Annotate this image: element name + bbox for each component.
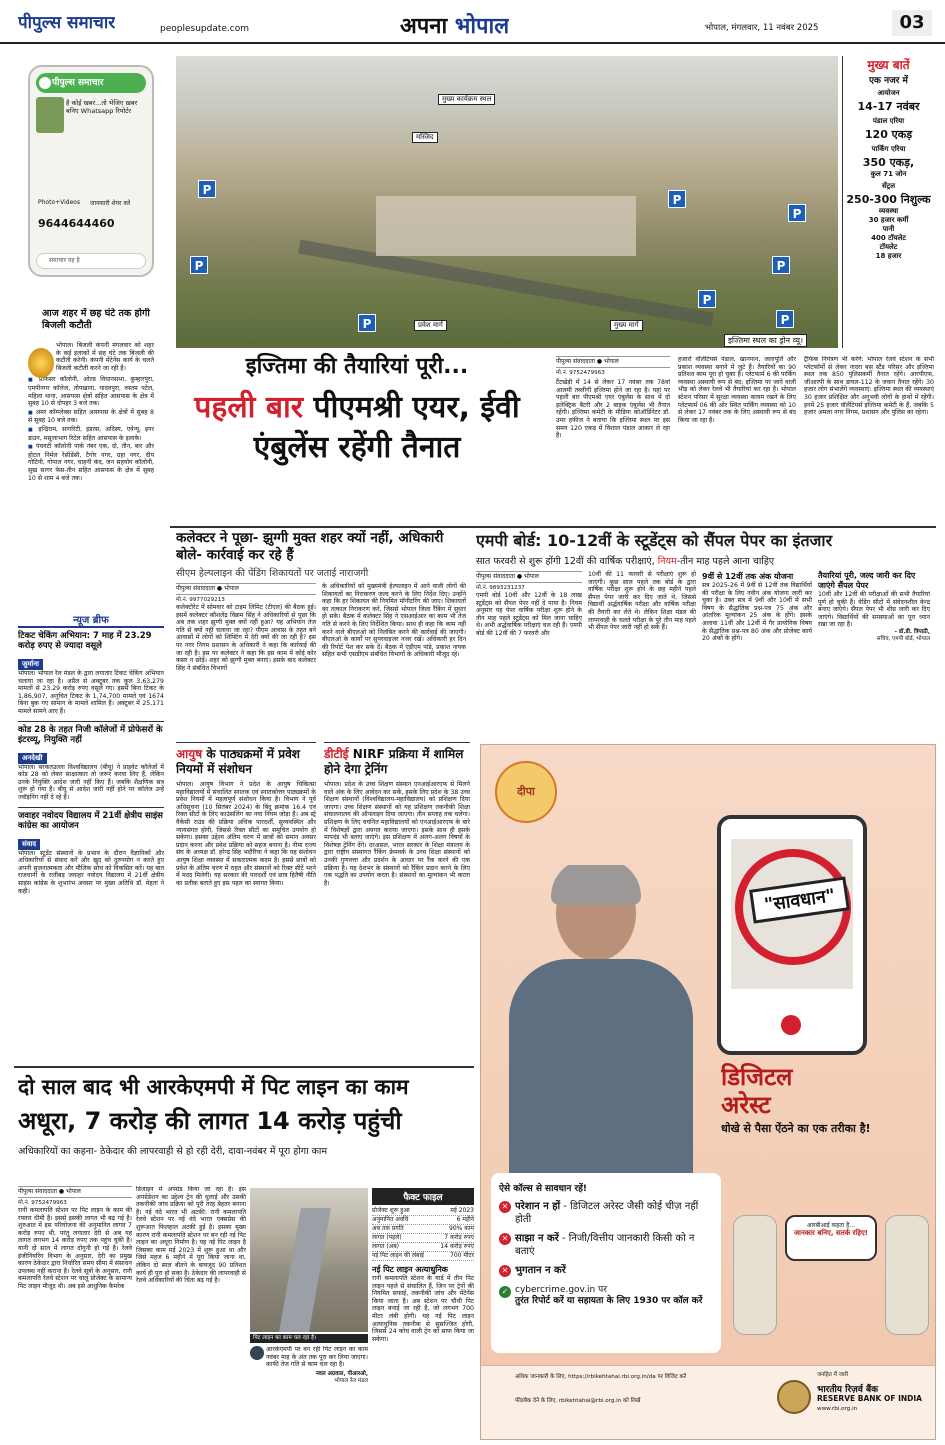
mp-board-byline: पीपुल्स संवाददाता ● भोपाल xyxy=(476,571,582,583)
cross-icon: ✕ xyxy=(499,1201,511,1213)
lead-mobile: मो.नं. 9752479963 xyxy=(556,370,605,376)
key-point-row xyxy=(843,179,934,207)
beware-stamp: "सावधान" xyxy=(749,876,850,923)
rbi-name-en: RESERVE BANK OF INDIA xyxy=(817,1394,922,1403)
rbi-speech-bubble xyxy=(785,1215,877,1261)
rbi-name-hi: भारतीय रिज़र्व बैंक xyxy=(817,1385,879,1395)
lead-col-2: हजारों वॉलेंटियर्स पंडाल, खानपान, जलापूर्ति और प्रकाश व्यवस्था बनाने में जुटे हैं। तैयारियों का 90 प्रतिशत काम पूरा हो चुका है। प्लेटफार्म 6 की पार्किंग व्यवस्था अस्थायी रूप से बंद: इज्तिमा पर जाने वाली भीड़ को लेकर रेलवे भी तैयारियां कर रहा है। भोपाल स्टेशन परिसर में सुरक्षा व्यवस्था कायम रखने के लिए प्लेटफार्म 06 की ओर स्थित पार्किंग व्यवस्था को 10 से लेकर 17 नवंबर तक के लिए अस्थायी रूप से बंद किया जा रहा है। xyxy=(678,356,796,424)
fact-label: नई पिट लाइन की लंबाई xyxy=(372,1252,424,1259)
page-number: 03 xyxy=(892,10,932,36)
brief-tag: अनदेखी xyxy=(18,753,47,764)
parking-icon: P xyxy=(358,314,376,332)
cross-icon: ✕ xyxy=(499,1265,511,1277)
key-point-row xyxy=(843,225,934,234)
key-point-value: 350 एकड़, xyxy=(862,156,915,169)
fact-label: अब तक प्रगति xyxy=(372,1225,404,1232)
quote-avatar xyxy=(250,1346,264,1360)
fact-row xyxy=(372,1234,474,1243)
section-title xyxy=(400,10,509,40)
newspaper-logo: पीपुल्स समाचार xyxy=(18,13,116,33)
divider xyxy=(14,1066,474,1068)
mp-board-quote-by: - डॉ.डी. त्रिपाठी, xyxy=(894,628,930,635)
brief-body: भोपाल। स्टूडेंट संस्थानों के प्रभाव के दौरान वैज्ञानिकों और अधिकारियों से संवाद करें और खुद को दुरुपयोग न करते हुए अपनी सृजनात्मकता और मौलिक सोच को विकसित करें। यह बात राजधानी के रातीबड़ जवाहर नवोदय विद्यालय में 21वीं क्षेत्रीय साइंस कांग्रेस के शुभारंभ अवसर पर मुख्य अतिथि डॉ. मेहता ने कही। xyxy=(18,849,164,895)
rkmp-sub: अधिकारियों का कहना- ठेकेदार की लापरवाही से हो रही देरी, दावा-नवंबर में पूरा होगा काम xyxy=(18,1146,328,1157)
whatsapp-phone[interactable]: 9644644460 xyxy=(38,217,115,230)
lead-byline: पीपुल्स संवाददाता ● भोपाल xyxy=(556,356,670,368)
key-points-rows xyxy=(843,86,934,261)
callout-mosque: मस्जिद xyxy=(412,132,438,143)
mp-board-col-3-title: 9वीं से 12वीं तक अंक योजना xyxy=(702,572,794,581)
mp-board-headline: एमपी बोर्ड: 10-12वीं के स्टूडेंट्स को सैंपल पेपर का इंतजार xyxy=(476,531,833,550)
fact-label: अनुमानित अवधि xyxy=(372,1216,409,1223)
mp-board-col-3: सत्र 2025-26 में 9वीं से 12वीं तक विद्यार्थियों की परीक्षा के लिए नवीन अंक योजना जारी कर चुका है। उक्त सत्र में 9वीं और 10वीं में सभी विषय के सैद्धांतिक प्रश्न-पत्र 75 अंक और आंतरिक मूल्यांकन 25 अंक के होंगे। इसके अलावा 11वीं और 12वीं में गैर प्रायोगिक विषय के सैद्धांतिक प्रश्न-पत्र 80 अंक और प्रोजेक्ट कार्य 20 अंकों के होंगे। xyxy=(702,582,812,643)
key-point-label: पंडाल एरिया xyxy=(872,117,905,125)
key-points xyxy=(842,56,934,348)
website-url: peoplesupdate.com xyxy=(160,24,249,34)
lead-headline-red: पहली बार xyxy=(194,390,304,425)
key-point-row xyxy=(843,170,934,179)
collector-mobile: मो.नं. 9977029213 xyxy=(176,597,225,603)
key-point-label: 30 हजार कर्मी xyxy=(868,216,909,224)
warning-item-bold: साझा न करें xyxy=(515,1233,559,1244)
lead-col-3: ट्रैफिक नियंत्रण भी करेंगे: भोपाल रेलवे स्टेशन के सभी प्लेटफॉर्मों से लेकर नादरा बस स्टैंड परिसर और इज्तिमा स्थल तक 850 पुलिसकर्मी तैनात रहेंगे। आरपीएफ, जीआरपी के साथ डायल-112 के जवान तैनात रहेंगे। 30 हजार लोग संभालेंगे व्यवस्थाएं: इज्तिमा स्थल की व्यवस्थाएं 30 हजार प्रशिक्षित और अनुभवी लोगों के हाथों में रहेंगी। इनमें 25 हजार वॉलेंटियर्स इज्तिमा कमेटी के हैं, जबकि 5 हजार अमला नगर निगम, प्रशासन और पुलिस का रहेगा। xyxy=(804,356,934,417)
fact-row xyxy=(372,1216,474,1225)
collector-col-1: कलेक्टोरेट में सोमवार को टाइम लिमिट (टीएल) की बैठक हुई। इसमें कलेक्टर कौशलेंद्र विक्रम सिंह ने अधिकारियों से पूछा कि अब तक शहर झुग्गी मुक्त क्यों नहीं हुआ? यह अभियान तेज गति से क्यों नहीं चलाया जा रहा? पीएम आवास के तहत बने आवासों में लोगों को शिफ्टिंग में देरी क्यों की जा रही है? इस पर नगर निगम प्रशासन के अधिकारी ने कहा कि कार्रवाई की जा रही है। इस पर कलेक्टर ने कहा कि इस काम में कोई कोर कसर न छोड़ें। शहर को झुग्गी मुक्त बनाएं। इसके बाद कलेक्टर सिंह ने संबंधित विभागों xyxy=(176,604,316,672)
bubble-line-2: जानकार बनिए, सतर्क रहिए! xyxy=(793,1229,869,1237)
rbi-footer-feedback[interactable]: फीडबैक देने के लिए, rbikehtahai@rbi.org.in को लिखें xyxy=(515,1398,641,1404)
warning-item xyxy=(499,1200,713,1226)
key-point-label: टॉयलेट xyxy=(879,243,898,251)
fact-value: 90% काम xyxy=(449,1225,474,1232)
rbi-emblem-icon xyxy=(777,1380,811,1414)
fact-sub-title: नई पिट लाइन अत्याधुनिक xyxy=(372,1265,448,1274)
mp-board-mobile: मो.नं. 9893231237 xyxy=(476,585,525,591)
key-point-value: 120 एकड़ xyxy=(864,128,913,141)
brief-title: टिकट चेकिंग अभियान: 7 माह में 23.29 करोड़ रुपए से ज्यादा वसूले xyxy=(18,631,152,651)
dateline: भोपाल, मंगलवार, 11 नवंबर 2025 xyxy=(705,23,819,33)
power-cut-title: आज शहर में छह घंटे तक होगी बिजली कटौती xyxy=(42,308,150,331)
parking-icon: P xyxy=(198,180,216,198)
rkmp-quote-text: आरकेएमपी पर बन रही पिट लाइन का काम नवंबर माह के अंत तक पूरा कर लिया जाएगा। काफी तेज गति से काम चल रहा है। xyxy=(266,1346,368,1369)
key-point-label: 18 हजार xyxy=(875,252,902,260)
cross-icon: ✕ xyxy=(499,1233,511,1245)
news-brief xyxy=(18,612,164,1062)
rkmp-col-2: डिजाइन में अपग्रेड किया जा रहा है। इस अपग्रेडेशन का उद्देश्य ट्रेन की धुलाई और उसकी तकनीकी जांच प्रक्रिया को पूरी तरह बेहतर बनाना है। नई वंदे भारत भी अटकी: रानी कमलापति रेलवे स्टेशन पर नई वंदे भारत एक्सप्रेस की शुरूआत फिलहाल अटकी हुई है। इसका मुख्य कारण रानी कमलापति स्टेशन पर बन रही नई पिट लाइन का अधूरा निर्माण है। यह नई पिट लाइन है जिसका काम मई 2023 में शुरू हुआ था और जिसे महज 6 महीने में पूरा किया जाना था, लेकिन दो साल बीतने के बावजूद 90 प्रतिशत कार्य ही पूरा हो सका है। ठेकेदार की लापरवाही से रेलवे अधिकारियों की चिंता बढ़ गई है। xyxy=(136,1186,246,1285)
collector-byline: पीपुल्स संवाददाता ● भोपाल xyxy=(176,583,316,595)
lead-body-1 xyxy=(556,356,670,528)
whatsapp-brand: पीपुल्स समाचार xyxy=(52,78,104,88)
mp-board-story xyxy=(476,530,936,742)
rkmp-quote xyxy=(250,1346,368,1438)
key-point-label: कुल 71 जोन xyxy=(870,170,907,178)
phone-mockup xyxy=(717,815,867,1055)
bulb-icon xyxy=(28,348,54,378)
fact-value: मई 2023 xyxy=(450,1207,474,1214)
warning-item-rest: - निजी/वित्तीय जानकारी किसी को न बताएं xyxy=(515,1233,695,1257)
end-call-icon[interactable] xyxy=(781,1015,801,1035)
key-point-label: पार्किंग एरिया xyxy=(871,145,906,153)
collector-headline: कलेक्टर ने पूछा- झुग्गी मुक्त शहर क्यों नहीं, अधिकारी बोले- कार्रवाई कर रहे हैं xyxy=(176,530,444,563)
photo-track xyxy=(279,1208,331,1332)
whatsapp-ad-header xyxy=(36,73,146,93)
lead-col-1: टैंटखेड़ी में 14 से लेकर 17 नवंबर तक 78वां आलमी तब्लीगी इज्तिमा होने जा रहा है। यहां पर पहली बार पीएमश्री एयर एंबुलेंस के साथ में दो इलेक्ट्रिक बैटरी और 2 बाइक एंबुलेंस भी तैनात रहेंगी। इज्तिमा कमेटी के मीडिया कोऑर्डिनेटर डॉ. उमर हफीज ने बताया कि इज्तिमा स्थल पर इस समय 120 एकड़ में विशाल पंडाल आकार ले रहा है। xyxy=(556,379,670,440)
rkmp-byline: पीपुल्स संवाददाता ● भोपाल xyxy=(18,1186,132,1198)
lead-headline-text xyxy=(176,388,538,468)
rkmp-col-1: रानी कमलापति स्टेशन पर पिट लाइन के काम की रफ्तार धीमी है। इससे इसकी लागत भी बढ़ गई है। शुरुआत में इस परियोजना की अनुमानित लागत 7 करोड़ रुपए थी, परंतु लगातार देरी से अब यह लागत लगभग 14 करोड़ रुपए तक पहुंच चुकी है। यानी दो साल में लागत दोगुनी हो गई है। रेलवे इंजीनियरिंग विभाग के अनुसार, देरी का प्रमुख कारण ठेकेदार द्वारा निर्धारित समय सीमा में संसाधन उपलब्ध नहीं कराना है। रेलवे सूत्रों के अनुसार, रानी कमलापति रेलवे स्टेशन पर चालू प्रोजेक्ट के सामान्य पिट लाइन मौजूद थी। अब इसे आधुनिक कैमरेक xyxy=(18,1207,132,1290)
dte-story xyxy=(324,742,470,1062)
rbi-url[interactable]: www.rbi.org.in xyxy=(817,1406,858,1412)
key-point-row xyxy=(843,216,934,225)
masthead xyxy=(0,0,945,44)
key-point-row xyxy=(843,234,934,243)
pit-line-caption: पिट लाइन का काम चल रहा है। xyxy=(250,1334,368,1343)
fact-row xyxy=(372,1207,474,1216)
whatsapp-ad xyxy=(28,65,154,277)
report-line: तुरंत रिपोर्ट करें या सहायता के लिए 1930 पर कॉल करें xyxy=(515,1296,703,1306)
warning-title: ऐसे कॉल्स से सावधान रहें! xyxy=(499,1184,588,1194)
key-point-row xyxy=(843,114,934,142)
fact-value: 14 करोड़ रुपए xyxy=(440,1243,474,1250)
photo-venue xyxy=(376,196,636,256)
callout-entry-road: प्रवेश मार्ग xyxy=(414,320,447,331)
fact-value: 6 महीने xyxy=(456,1216,474,1223)
power-cut-item: ■ प्रोफेसर कॉलोनी, ओल्ड विधानसभा, कुम्हारपुरा, एमपीनगर कॉलेज, तोपखाना, यादवपुरा, रुस्तम पटेल, महिला थाना, आसपास क्षेत्रों सहित आसपास के क्षेत्र में सुबह 10 से दोपहर 3 बजे तक। xyxy=(28,376,154,407)
rkmp-headline-block xyxy=(18,1070,474,1180)
fact-file xyxy=(372,1188,474,1440)
fact-value: 700 मीटर xyxy=(450,1252,474,1259)
ayush-story xyxy=(176,742,316,1062)
mp-board-sub xyxy=(476,554,936,567)
warning-item-rest: - डिजिटल अरेस्ट जैसी कोई चीज़ नहीं होती xyxy=(515,1201,699,1225)
rkmp-headline-1: दो साल बाद भी आरकेएमपी में पिट लाइन का काम xyxy=(18,1075,409,1099)
fact-row xyxy=(372,1243,474,1252)
key-point-label: 400 टॉयलेट xyxy=(871,234,906,242)
key-points-subtitle: एक नजर में xyxy=(869,76,908,86)
key-point-row xyxy=(843,142,934,170)
rkmp-headline-2: अधूरा, 7 करोड़ की लागत 14 करोड़ पहुंची xyxy=(18,1107,402,1135)
callout-main-road: मुख्य मार्ग xyxy=(610,320,643,331)
message-input-placeholder: समाचार यह है xyxy=(49,257,80,264)
section-title-red: भोपाल xyxy=(454,14,510,39)
brief-tag: जुर्माना xyxy=(18,659,43,670)
warning-panel xyxy=(491,1173,721,1353)
power-cut-box xyxy=(28,308,154,600)
report-block xyxy=(499,1285,713,1307)
reporter-photo xyxy=(36,97,64,133)
rbi-badge xyxy=(495,761,557,823)
whatsapp-icon xyxy=(39,77,51,89)
key-point-value: 250-300 निशुल्क xyxy=(846,193,931,206)
key-point-row xyxy=(843,207,934,216)
rbi-mascot xyxy=(885,1215,929,1335)
collector-col-2: के अधिकारियों को मुख्यमंत्री हेल्पलाइन में आने वाली लोगों की शिकायतों का निराकरण जल्द करने के लिए निर्देश दिए। उन्होंने कहा कि हर शिकायत की नियमित मॉनीटरिंग की जाए। शिकायतों का तत्काल निराकरण करें, जिससे भोपाल जिला रैंकिंग में सुधार हो सके। बैठक में कलेक्टर सिंह ने एसआईआर का काम भी तेज गति से करने के लिए निर्देशित किया। साथ ही कहा कि काम नहीं करने वाले बीएलओ को निलंबित करने की कार्रवाई की जाएगी। बीएलओ के कार्यों पर सुपरवाइजर नजर रखें। अधिकारी हर दिन की रिपोर्ट पेश कर सके दें। बैठक में एडीएम पांडे, प्रकाश नायक सहित सभी एसडीएम संबंधित विभागों के अधिकारी मौजूद रहे। xyxy=(322,583,466,659)
warning-item-bold: भुगतान न करें xyxy=(515,1265,566,1276)
check-icon: ✓ xyxy=(499,1286,511,1298)
power-cut-item: ■ अमर कॉम्प्लेक्स सहित आसपास के क्षेत्रों में सुबह 8 से सुबह 10 बजे तक। xyxy=(28,409,154,425)
mp-board-col-1: एमपी बोर्ड 10वीं और 12वीं के 18 लाख स्टूडेंट्स को सैंपल पेपर नहीं दे पाया है। नियम अनुसार यह पेपर वार्षिक परीक्षा शुरू होने के तीन माह पहले स्टूडेंट्स को मिल जाना चाहिए थे। अभी अर्द्धवार्षिक परीक्षाएं चल रही हैं। एमपी बोर्ड की 12वीं की 7 फरवरी और xyxy=(476,592,582,637)
warning-item xyxy=(499,1264,713,1277)
lead-headline xyxy=(176,352,538,520)
rkmp-quote-by: नवल अग्रवाल, पीआरओ, xyxy=(315,1370,368,1377)
key-point-row xyxy=(843,86,934,114)
brief-title: जवाहर नवोदय विद्यालय में 21वीं क्षेत्रीय साइंस कांग्रेस का आयोजन xyxy=(18,810,163,831)
info-label: जानकारी शेयर करें xyxy=(90,200,131,207)
ayush-headline xyxy=(176,747,316,777)
rbi-ad xyxy=(480,744,936,1440)
message-input[interactable] xyxy=(36,253,146,269)
news-brief-label: न्यूज ब्रीफ xyxy=(18,612,164,628)
rbi-mascot xyxy=(733,1215,777,1335)
woman-hair xyxy=(551,865,641,905)
parking-icon: P xyxy=(190,256,208,274)
key-point-value: 14-17 नवंबर xyxy=(857,100,920,113)
fact-label: लागत (अब) xyxy=(372,1243,400,1250)
power-cut-list xyxy=(28,376,154,482)
digital-arrest-tagline: धोखे से पैसा ऐंठने का एक तरीका है! xyxy=(721,1122,871,1135)
brief-tag: संवाद xyxy=(18,839,40,850)
fact-sub-body: रानी कमलापति स्टेशन के यार्ड में तीन पिट लाइन पहले से संचालित हैं, जिन पर ट्रेनों की नियमित सफाई, तकनीकी जांच और मेंटेनेंस किया जाता है। अब स्टेशन पर चौथी पिट लाइन बनाई जा रही है, जो लगभग 700 मीटर लंबी होगी। यह नई पिट लाइन अत्याधुनिक तकनीक से सुसज्जित होगी, जिससे 24 कोच वाली ट्रेन को साफ किया जा सकेगा। xyxy=(372,1275,474,1343)
dte-headline-rest: NIRF प्रक्रिया में शामिल होने देगा ट्रेनिंग xyxy=(324,747,464,776)
dte-body: भोपाल। प्रदेश के उच्च शिक्षण संस्थान एनआईआरएफ से मिलने वाले अंक के लिए आवेदन कर सकें, इसके लिए प्रदेश के 38 उच्च शिक्षण संस्थानों (विश्वविद्यालय-महाविद्यालय) को प्रशिक्षण दिया जाएगा। उच्च शिक्षण संस्थानों को यह प्रशिक्षण तकनीकी शिक्षा संचालनालय की ऑनलाइन दिया जाएगा। तीन सप्ताह तक चलेगा। प्रशिक्षण के लिए चयनित महाविद्यालयों को एनआईआरएफ के बारे में विशेषज्ञों द्वारा अवगत कराया जाएगा। इसके साथ ही इसके मापदंड भी बताए जाएंगे। इस प्रशिक्षण में अलग-अलग विषयों के विशेषज्ञ ट्रेनिंग देंगे। दरअसल, भारत सरकार के शिक्षा मंत्रालय के द्वारा राष्ट्रीय संस्थागत रैंकिंग फ्रेमवर्क के उच्च शिक्षा संस्थानों को उनकी गुणवत्ता और प्रदर्शन के आधार पर रैंक करने की एक प्रक्रिया है। यह देशभर के संस्थानों को रैंकिंग प्रदान करने के लिए एक पद्धति का उपयोग करता है। संस्थानों का मूल्यांकन भी करता है। xyxy=(324,781,470,887)
brief-title: कोड 28 के तहत निजी कॉलेजों में प्रोफेसरों के इंटरव्यू, नियुक्ति नहीं xyxy=(18,724,163,745)
whatsapp-tagline: है कोई खबर...तो भेजिए ख़बर बनिए Whatsapp रिपोर्टर xyxy=(66,99,138,115)
mp-board-sub-b: -तीन माह पहले आना चाहिए xyxy=(676,556,775,567)
key-point-label: पानी xyxy=(882,225,895,233)
mp-board-sub-a: सात फरवरी से शुरू होंगी 12वीं की वार्षिक परीक्षाएं, xyxy=(476,556,655,567)
fact-value: 7 करोड़ रुपए xyxy=(444,1234,474,1241)
woman-body xyxy=(509,959,693,1205)
key-point-label: व्यवस्था xyxy=(878,207,899,215)
digital-arrest-title xyxy=(721,1063,921,1136)
fact-row xyxy=(372,1225,474,1234)
fact-label: प्रोजेक्ट शुरू हुआ xyxy=(372,1207,410,1214)
mp-board-col-2: 10वीं की 11 फरवरी से परीक्षाएं शुरू हो जाएंगी। कुछ साल पहले तक बोर्ड के द्वारा वार्षिक परीक्षा शुरू होने के छह महीने पहले सैंपल पेपर जारी कर दिए जाते थे, जिससे विद्यार्थी अर्द्धवार्षिक परीक्षा और वार्षिक परीक्षा की तैयारी कर लेते थे। लेकिन शिक्षा मंडल की लापरवाही के चलते परीक्षा के पूरे तीन माह पहले भी सैंपल पेपर जारी नहीं हो सके हैं। xyxy=(588,571,696,632)
collector-sub: सीएम हेल्पलाइन की पेंडिंग शिकायतों पर जताई नाराजगी xyxy=(176,568,369,579)
fact-row xyxy=(372,1252,474,1261)
dte-headline-red: डीटीई xyxy=(324,747,349,761)
brief-item xyxy=(18,631,164,716)
mp-board-col-4: 10वीं और 12वीं की परीक्षाओं की सभी तैयारियां पूर्ण हो चुकी हैं। वेडिंग सीटों में संवेदनशील केन्द्र बनाए जाएंगे। सैंपल पेपर भी शीघ्र जारी कर दिए जाएंगे। विद्यार्थियों की समस्याओं का पूरा ध्यान रखा जा रहा है। xyxy=(818,591,930,629)
parking-icon: P xyxy=(788,204,806,222)
key-point-row xyxy=(843,252,934,261)
fact-file-rows xyxy=(372,1207,474,1261)
pit-line-photo xyxy=(250,1188,368,1332)
digital-arrest-title-2: अरेस्ट xyxy=(721,1091,771,1119)
power-cut-item: ■ इन्द्रिराम, सागरिटी, इडरस, अदिस्य, एवेन्यू, इनर डाउन, मसूजाभाग रिटेल सहित आसपास के इलाके। xyxy=(28,426,154,442)
brief-body: भोपाल। भोपाल रेल मंडल के द्वारा लगातार टिकट चेकिंग अभियान चलाया जा रहा है। अप्रैल से अक्टूबर तक कुल 3,63,279 मामलों से 23.29 करोड़ रुपए वसूले गए। इसमें बिना टिकट के 1,86,907, अनुचित टिकट के 1,74,700 मामले एवं 1674 बिना बुक गए सामान के मामले शामिल हैं। अक्टूबर में 25,171 मामले सामने आए हैं। xyxy=(18,670,164,715)
warning-item xyxy=(499,1232,713,1258)
mp-board-quote-role: सचिव, एमपी बोर्ड, भोपाल xyxy=(876,635,930,642)
ayush-headline-rest: के पाठ्यक्रमों में प्रवेश नियमों में संशोधन xyxy=(176,747,300,776)
mp-board-sub-red: नियम xyxy=(657,556,677,567)
parking-icon: P xyxy=(772,256,790,274)
rbi-footer xyxy=(481,1365,936,1440)
call-controls xyxy=(731,1015,853,1035)
dte-headline xyxy=(324,747,470,777)
warning-item-bold: परेशान न हों xyxy=(515,1201,561,1212)
rbi-issuer: जनहित में जारी xyxy=(817,1372,849,1378)
ayush-headline-red: आयुष xyxy=(176,747,203,761)
parking-icon: P xyxy=(776,310,794,328)
rbi-badge-text: दीपा xyxy=(517,785,535,798)
brief-item xyxy=(18,721,164,802)
photo-caption: इज्तिमा स्थल का ड्रोन व्यू। xyxy=(724,334,807,347)
rkmp-col-1-block xyxy=(18,1186,132,1440)
parking-icon: P xyxy=(668,190,686,208)
power-cut-intro: भोपाल। बिजली कंपनी मंगलवार को शहर के कई इलाकों में छह घंटे तक बिजली की कटौती करेगी। कंपनी मेंटेनेंस कार्य के चलते बिजली कटौती करने जा रही है। xyxy=(56,342,154,372)
rkmp-quote-role: भोपाल रेल मंडल xyxy=(334,1377,368,1384)
woman-figure xyxy=(501,865,701,1205)
power-cut-item: ■ पंचवटी कॉलोनी पार्क नंबर एक, दो, तीन, बार और होटल निर्मल रेसीडेंसी, टैगोर नगर, ग्रहा नगर, दीप गोटिनी, गोपाल नगर, चाहनी कंद, जन सहयोग कॉलोनी, सुख सागर फेस-तीन सहित आसपास के क्षेत्र में सुबह 10 से शाम 4 बजे तक। xyxy=(28,443,154,482)
fact-file-title: फैक्ट फाइल xyxy=(372,1188,474,1205)
digital-arrest-title-1: डिजिटल xyxy=(721,1063,793,1091)
key-point-label: आयोजन xyxy=(877,89,900,97)
callout-main-venue: मुख्य कार्यक्रम स्थल xyxy=(438,94,495,105)
divider xyxy=(170,526,936,528)
photo-label: Photo+Videos xyxy=(38,199,81,206)
bubble-line-1: आरबीआई कहता है... xyxy=(806,1222,856,1229)
key-point-row xyxy=(843,243,934,252)
ayush-body: भोपाल। आयुष विभाग ने प्रदेश के आयुष चिकित्सा महाविद्यालयों में संचालित स्नातक एवं स्नातकोत्तर पाठ्यक्रमों के प्रवेश नियमों में महत्वपूर्ण संशोधन किया है। विभाग ने पूर्व अधिसूचना (10 सितंबर 2024) के बिंदु क्रमांक 16.4 एवं रिक्त सीटों के लिए काउंसलिंग का नया नियम जोड़ा है। अब स्ट्रे वैकेंसी राउंड की प्रक्रिया अधिक पारदर्शी, सुव्यवस्थित और न्यायसंगत होगी, जिससे रिक्त सीटों का समुचित उपयोग हो सकेगा। इसका उद्देश्य अंतिम चरण में छात्रों को समान अवसर प्रदान करना और प्रवेश प्रक्रिया को सहज बनाना है। नीमा राज्य संघ के अध्यक्ष डॉ. हरेन्द्र सिंह भदौरिया ने कहा कि यह संशोधन आयुष शिक्षा व्यवस्था में सकारात्मक कदम है। इससे छात्रों को प्रवेश के अंतिम चरण में राहत और संस्थानों को रिक्त सीटें भरने में मदद मिलेगी। यह सरकार की पारदर्शी एवं छात्र हितैषी नीति का प्रतीक बताते हुए इस पहल का स्वागत किया। xyxy=(176,781,316,887)
key-point-label: सेंट्रल xyxy=(881,182,895,190)
report-site[interactable]: cybercrime.gov.in पर xyxy=(515,1285,607,1295)
mp-board-col-4-title: तैयारियां पूरी, जल्द जारी कर दिए जाएंगे सैंपल पेपर xyxy=(818,571,916,590)
section-title-black: अपना xyxy=(400,14,448,39)
key-points-title: मुख्य बातें xyxy=(867,58,910,72)
lead-kicker: इज्तिमा की तैयारियां पूरी... xyxy=(245,354,469,379)
fact-label: लागत (पहले) xyxy=(372,1234,402,1241)
parking-icon: P xyxy=(698,290,716,308)
brief-item xyxy=(18,807,164,896)
rbi-footer-info[interactable]: अधिक जानकारी के लिए, https://rbikehtahai.rbi.org.in/da पर विजिट करें xyxy=(515,1374,687,1380)
collector-story xyxy=(176,530,466,740)
rkmp-mobile: मो.नं. 9752479963 xyxy=(18,1200,67,1206)
ijtima-drone-photo xyxy=(176,56,838,348)
brief-body: भोपाल। बरकतउल्ला विश्वविद्यालय (बीयू) ने प्राइवेट कॉलेजों में कोड 28 को लेकर साक्षात्कार तो जरूर करवा लिए हैं, लेकिन उनके नियुक्ति आदेश जारी नहीं किए हैं। जबकि शैक्षणिक सत्र शुरू हो गया है। बीयू से आदेश जारी नहीं होने पर कॉलेज उन्हें ज्वॉइनिंग नहीं दे रहे हैं। xyxy=(18,763,164,801)
lead-headline-rest: पीएमश्री एयर, ईवी एंबुलेंस रहेंगी तैनात xyxy=(253,390,520,465)
